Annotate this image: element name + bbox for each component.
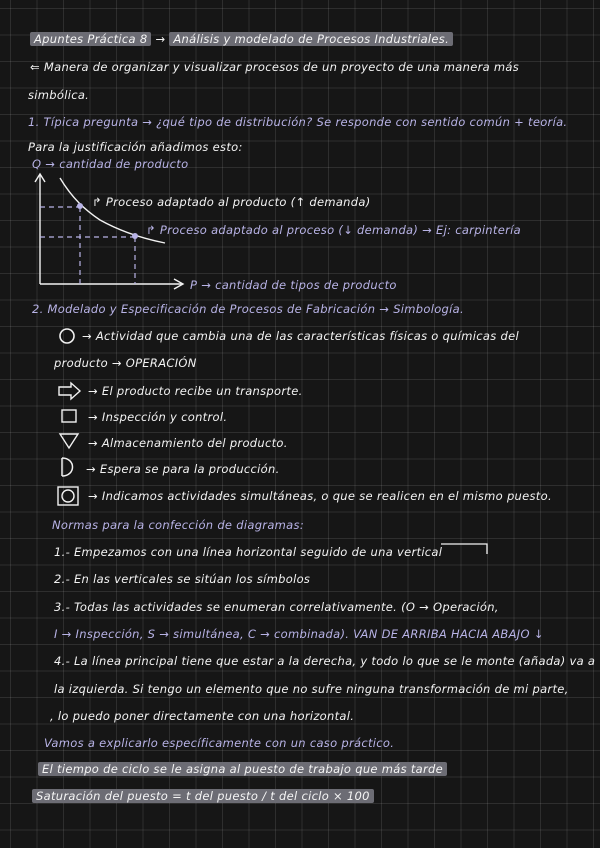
question-1: 1. Típica pregunta → ¿qué tipo de distribución? Se responde con sentido común + teoría. [28, 115, 568, 129]
norm-4-cont-2: , lo puedo poner directamente con una horizontal. [50, 709, 355, 723]
norms-heading: Normas para la confección de diagramas: [52, 518, 304, 532]
norm-3: 3.- Todas las actividades se enumeran correlativamente. (O → Operación, [54, 600, 499, 614]
symbol-operation-text: → Actividad que cambia una de las características físicas o químicas del [82, 329, 519, 343]
cycle-time-text: El tiempo de ciclo se le asigna al puesto de trabajo que más tarde [38, 762, 447, 776]
chart-point-2 [132, 233, 138, 239]
arrow-icon [58, 382, 82, 400]
example-line: Vamos a explicarlo específicamente con un caso práctico. [44, 736, 395, 750]
chart-x-axis-label: P → cantidad de tipos de producto [190, 278, 397, 292]
intro-line-1: ⇐ Manera de organizar y visualizar procesos de un proyecto de una manera más [30, 60, 520, 74]
saturation-row [32, 789, 374, 803]
symbol-inspection-text: → Inspección y control. [88, 410, 228, 424]
saturation-formula: Saturación del puesto = t del puesto / t del ciclo × 100 [32, 789, 374, 803]
chart-y-axis-label: Q → cantidad de producto [32, 157, 189, 171]
norm-4: 4.- La línea principal tiene que estar a la derecha, y todo lo que se le monte (añada) va a [54, 654, 596, 668]
square-icon [61, 408, 77, 424]
justification-heading: Para la justificación añadimos esto: [28, 140, 243, 154]
triangle-icon [59, 433, 79, 449]
d-shape-icon [60, 457, 76, 477]
intro-line-2: simbólica. [28, 88, 90, 102]
demand-curve-chart [0, 0, 600, 300]
title-arrow: → [155, 32, 166, 46]
symbol-transport-text: → El producto recibe un transporte. [88, 384, 303, 398]
note-topic: Análisis y modelado de Procesos Industriales. [169, 32, 453, 46]
norm-3-cont: I → Inspección, S → simultánea, C → combinada). VAN DE ARRIBA HACIA ABAJO ↓ [54, 627, 544, 641]
note-title: Apuntes Práctica 8 [30, 32, 151, 46]
chart-point-1 [77, 203, 83, 209]
line-corner-icon [440, 542, 490, 556]
chart-point-2-label: ↱ Proceso adaptado al proceso (↓ demanda) → Ej: carpintería [146, 223, 521, 237]
circle-icon [58, 327, 76, 345]
section-2-heading: 2. Modelado y Especificación de Procesos de Fabricación → Simbología. [32, 302, 464, 316]
cycle-time-row [38, 762, 447, 776]
symbol-operation-cont: producto → OPERACIÓN [54, 356, 197, 370]
chart-point-1-label: ↱ Proceso adaptado al producto (↑ demanda) [92, 195, 371, 209]
symbol-storage-text: → Almacenamiento del producto. [88, 436, 288, 450]
norm-1: 1.- Empezamos con una línea horizontal seguido de una vertical [54, 545, 443, 559]
combined-icon [57, 486, 79, 506]
norm-4-cont-1: la izquierda. Si tengo un elemento que no sufre ninguna transformación de mi parte, [54, 682, 569, 696]
symbol-wait-text: → Espera se para la producción. [86, 462, 280, 476]
symbol-combined-text: → Indicamos actividades simultáneas, o que se realicen en el mismo puesto. [88, 489, 552, 503]
norm-2: 2.- En las verticales se sitúan los símbolos [54, 572, 311, 586]
